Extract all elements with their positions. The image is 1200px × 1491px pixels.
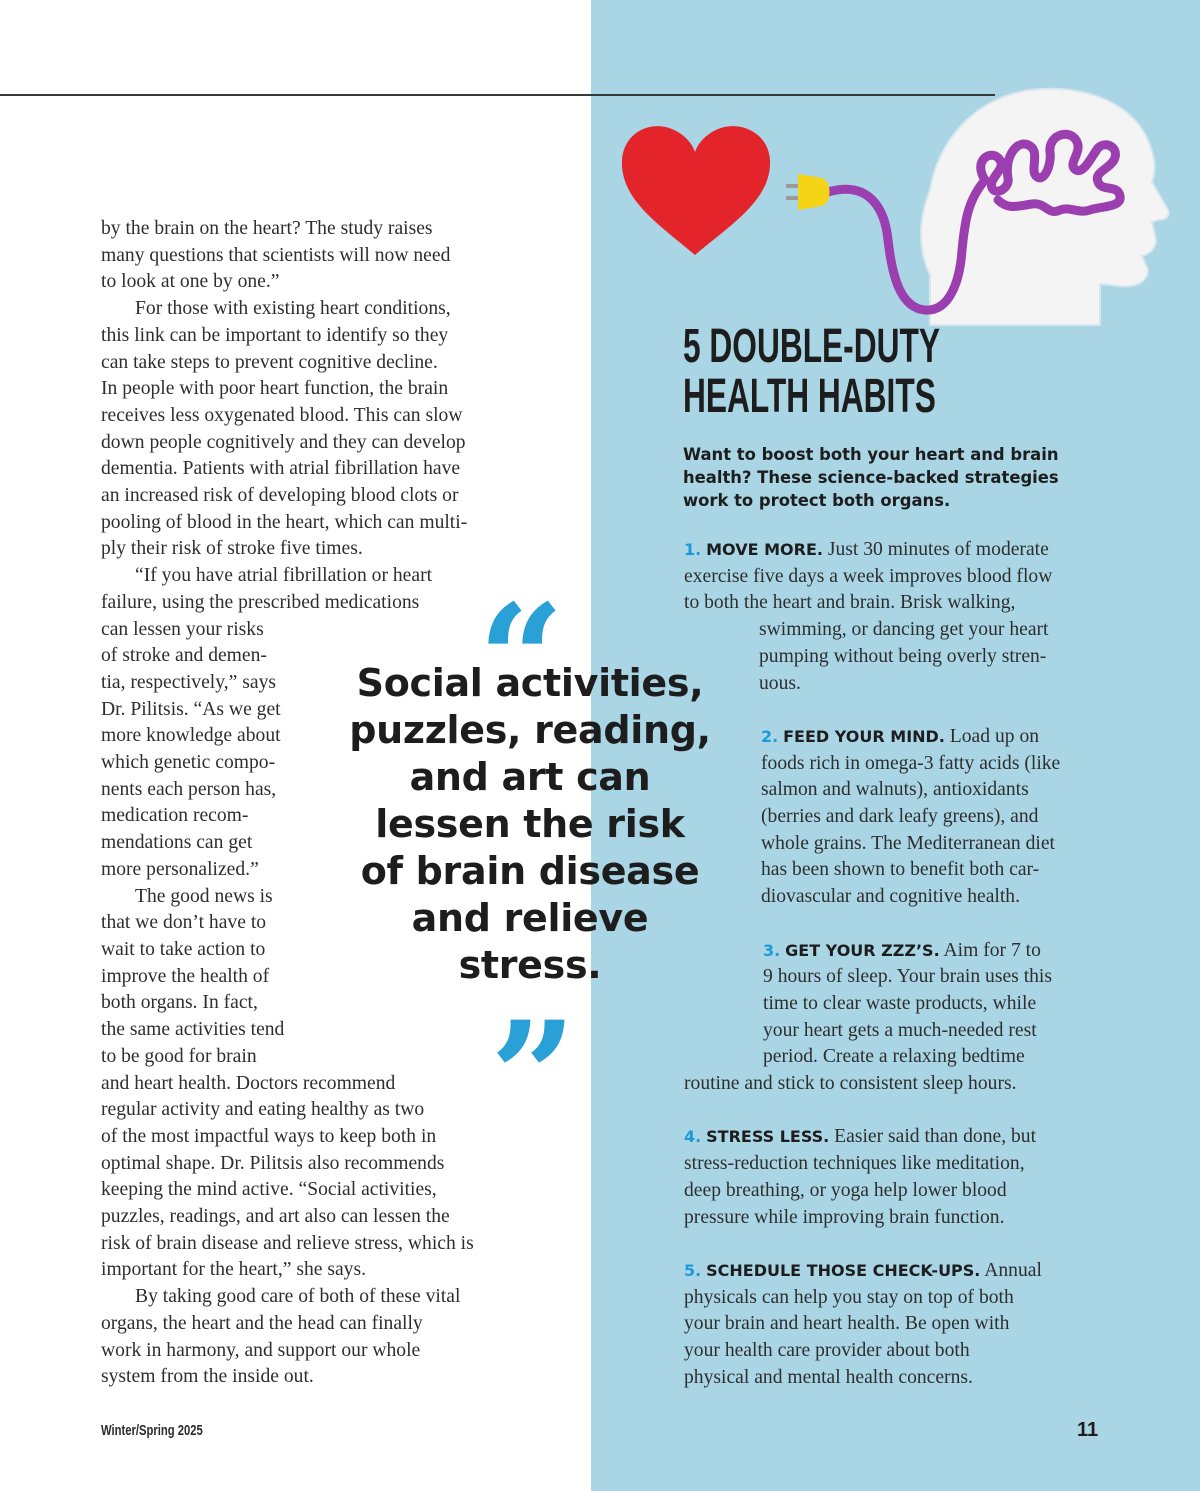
habit-item: 4. STRESS LESS. Easier said than done, but stress-reduction techniques like meditation, deep breathing, or yoga help lower blood pressure while improving brain function. — [684, 1126, 1037, 1228]
plug-icon — [786, 174, 830, 210]
sidebar-intro: Want to boost both your heart and brain health? These science-backed strategies work to protect both organs. — [683, 445, 1059, 510]
page-number: 11 — [1077, 1419, 1099, 1441]
open-quote-mark: “ — [478, 572, 565, 748]
heart-brain-illustration — [600, 60, 1200, 350]
article-paragraph: by the brain on the heart? The study raises many questions that scientists will now need to look at one by one.” — [101, 218, 451, 293]
sidebar-title: 5 DOUBLE-DUTY HEALTH HABITS — [683, 320, 940, 423]
issue-label: Winter/Spring 2025 — [101, 1422, 203, 1439]
habit-item: 1. MOVE MORE. Just 30 minutes of moderate exercise five days a week improves blood flow to both the heart and brain. Brisk walking, swimming, or dancing get your heart pumping without being overly stren- uous. — [684, 539, 1053, 694]
article-paragraph: By taking good care of both of these vital organs, the heart and the head can finally work in harmony, and support our whole system from the inside out. — [101, 1286, 461, 1388]
article-paragraph: The good news is that we don’t have to wait to take action to improve the health of both organs. In fact, the same activities tend to be good for brain and heart health. Doctors recommend regular activity and eating healthy as two of the most impactful ways to keep both in optimal shape. Dr. Pilitsis also recommends keeping the mind active. “Social activities, puzzles, readings, and art also can lessen the risk of brain disease and relieve stress, which is important for the heart,” she says. — [101, 885, 474, 1281]
habit-item: 2. FEED YOUR MIND. Load up on foods rich in omega-3 fatty acids (like salmon and walnuts), antioxidants (berries and dark leafy greens), and whole grains. The Mediterranean diet has been shown to benefit both car- diovascular and cognitive health. — [761, 725, 1061, 908]
heart-shape — [622, 126, 770, 255]
article-paragraph: “If you have atrial fibrillation or heart failure, using the prescribed medications can lessen your risks of stroke and demen- tia, respectively,” says Dr. Pilitsis. “As we get more knowledge about which genetic compo- nents each person has, medication recom- mendations can get more personalized.” — [101, 565, 433, 880]
pull-quote: Social activities, puzzles, reading, and art can lessen the risk of brain disease and relieve stress. — [349, 661, 711, 987]
close-quote-mark: ” — [490, 989, 577, 1165]
habit-item: 5. SCHEDULE THOSE CHECK-UPS. Annual physicals can help you stay on top of both your brain and heart health. Be open with your health care provider about both physical and mental health concerns. — [684, 1259, 1042, 1388]
habit-item: 3. GET YOUR ZZZ’S. Aim for 7 to 9 hours of sleep. Your brain uses this time to clear waste products, while your heart gets a much-needed rest period. Create a relaxing bedtime routine and stick to consistent sleep hours. — [684, 939, 1052, 1095]
article-paragraph: For those with existing heart conditions, this link can be important to identify so they can take steps to prevent cognitive decline. In people with poor heart function, the brain receives less oxygenated blood. This can slow down people cognitively and they can develop dementia. Patients with atrial fibrillation have an increased risk of developing blood clots or pooling of blood in the heart, which can multi- ply their risk of stroke five times. — [101, 298, 468, 560]
habits-list — [684, 537, 1104, 1418]
